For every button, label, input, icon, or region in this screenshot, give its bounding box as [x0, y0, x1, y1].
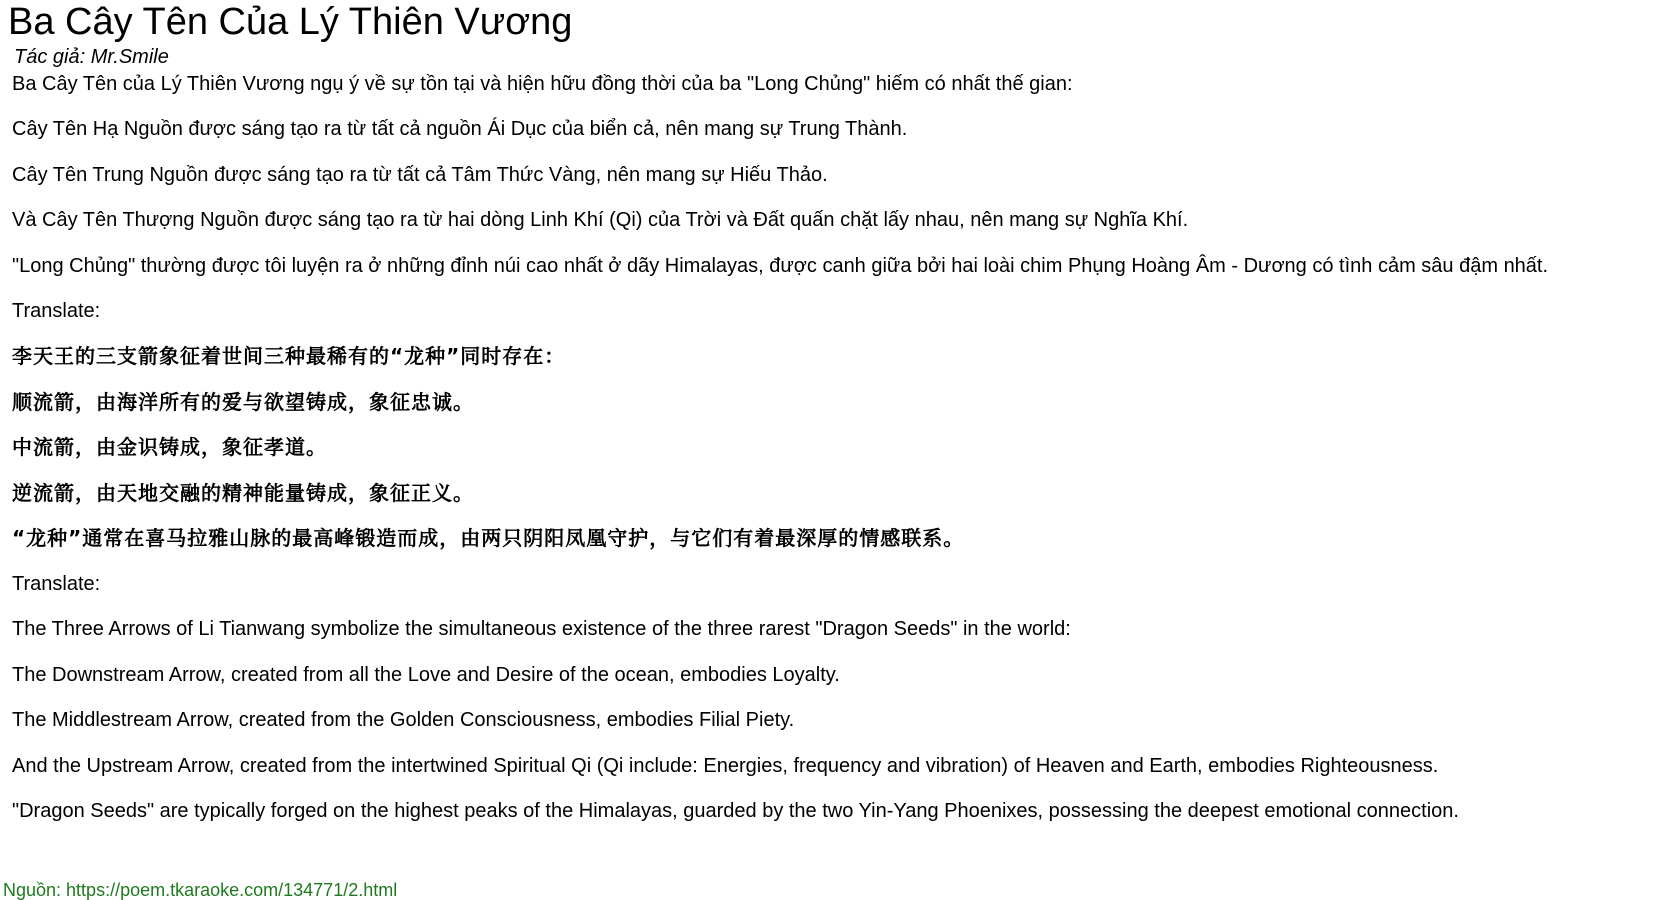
- paragraph-middlestream-vi: Cây Tên Trung Nguồn được sáng tạo ra từ tất cả Tâm Thức Vàng, nên mang sự Hiếu Thảo.: [12, 164, 828, 186]
- paragraph-dragon-seeds-vi: "Long Chủng" thường được tôi luyện ra ở những đỉnh núi cao nhất ở dãy Himalayas, được canh giữa bởi hai loài chim Phụng Hoàng Âm - Dương có tình cảm sâu đậm nhất.: [12, 255, 1549, 277]
- paragraph-middlestream-en: The Middlestream Arrow, created from the Golden Consciousness, embodies Filial Piety.: [12, 709, 795, 731]
- paragraph-intro-zh: 李天王的三支箭象征着世间三种最稀有的“龙种”同时存在：: [12, 344, 566, 368]
- source-link[interactable]: Nguồn: https://poem.tkaraoke.com/134771/2.html: [3, 880, 398, 900]
- page-title: Ba Cây Tên Của Lý Thiên Vương: [8, 1, 573, 43]
- paragraph-downstream-en: The Downstream Arrow, created from all the Love and Desire of the ocean, embodies Loyalty.: [12, 664, 840, 686]
- paragraph-dragon-seeds-en: "Dragon Seeds" are typically forged on the highest peaks of the Himalayas, guarded by the two Yin-Yang Phoenixes, possessing the deepest emotional connection.: [12, 800, 1459, 822]
- author-line: Tác giả: Mr.Smile: [14, 46, 169, 68]
- paragraph-intro-vi: Ba Cây Tên của Lý Thiên Vương ngụ ý về sự tồn tại và hiện hữu đồng thời của ba "Long Chủng" hiếm có nhất thế gian:: [12, 73, 1073, 95]
- translate-label: Translate:: [12, 300, 101, 322]
- paragraph-upstream-en: And the Upstream Arrow, created from the intertwined Spiritual Qi (Qi include: Energies, frequency and vibration) of Heaven and Earth, embodies Righteousness.: [12, 755, 1439, 777]
- paragraph-downstream-vi: Cây Tên Hạ Nguồn được sáng tạo ra từ tất cả nguồn Ái Dục của biển cả, nên mang sự Trung Thành.: [12, 118, 908, 140]
- paragraph-dragon-seeds-zh: “龙种”通常在喜马拉雅山脉的最高峰锻造而成，由两只阴阳凤凰守护，与它们有着最深厚的情感联系。: [12, 526, 965, 550]
- paragraph-upstream-zh: 逆流箭，由天地交融的精神能量铸成，象征正义。: [12, 481, 474, 505]
- paragraph-upstream-vi: Và Cây Tên Thượng Nguồn được sáng tạo ra từ hai dòng Linh Khí (Qi) của Trời và Đất quấn chặt lấy nhau, nên mang sự Nghĩa Khí.: [12, 209, 1189, 231]
- paragraph-middlestream-zh: 中流箭，由金识铸成，象征孝道。: [12, 435, 327, 459]
- paragraph-intro-en: The Three Arrows of Li Tianwang symbolize the simultaneous existence of the three rarest "Dragon Seeds" in the world:: [12, 618, 1071, 640]
- translate-label: Translate:: [12, 573, 101, 595]
- paragraph-downstream-zh: 顺流箭，由海洋所有的爱与欲望铸成，象征忠诚。: [12, 390, 474, 414]
